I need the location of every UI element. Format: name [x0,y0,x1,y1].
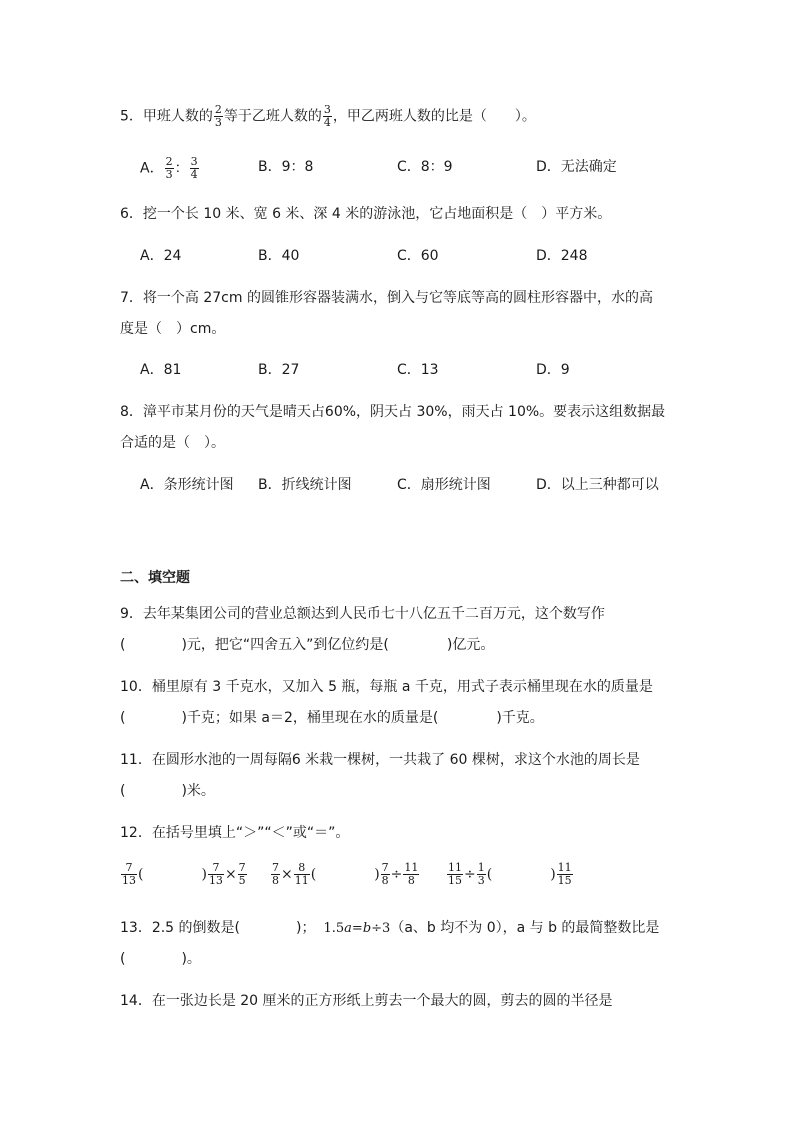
q5-option-a[interactable] [140,156,200,181]
fraction-numerator: 8 [294,862,310,875]
question-11-end-text: )米。 [181,783,215,799]
question-5-part1: 5． [120,108,143,125]
q6-option-a[interactable]: A．24 [140,248,182,264]
fraction-numerator: 7 [238,861,246,874]
q8-option-d[interactable]: D．以上三种都可以 [536,477,659,493]
question-10-mid-text: )千克；如果 a＝2，桶里现在水的质量是( [181,710,439,726]
operator: × [224,866,237,883]
comparison-expression-2 [270,862,420,887]
blank-open: ( [120,637,126,653]
q6-option-d[interactable]: D．248 [536,248,588,264]
fraction-numerator: 7 [208,862,224,875]
question-14-line-1: 14．在一张边长是 20 厘米的正方形纸上剪去一个最大的圆，剪去的圆的半径是 [120,993,613,1009]
fraction-denominator: 4 [190,168,198,181]
equation [323,921,390,936]
fraction-numerator: 3 [190,155,198,168]
q7-option-c[interactable]: C．13 [397,362,439,378]
blank-close: ) [374,866,380,883]
question-10-end-text: )千克。 [496,710,544,726]
fraction-numerator: 2 [165,155,173,168]
question-9-mid-text: )元，把它“四舍五入”到亿位约是( [181,637,389,653]
blank-open: ( [120,951,126,967]
fraction-denominator: 13 [122,874,136,887]
fraction-2-3 [165,156,174,181]
fraction [381,862,390,887]
ratio-separator: ： [174,160,189,177]
fraction-numerator: 2 [214,103,222,116]
question-6: 6．挖一个长 10 米、宽 6 米、深 4 米的游泳池，它占地面积是（ ）平方米。 [120,206,612,222]
q8-option-b[interactable]: B．折线统计图 [258,477,352,493]
fraction [294,862,310,887]
fraction-denominator: 3 [214,116,222,129]
fraction-denominator: 15 [557,874,572,887]
q7-option-b[interactable]: B．27 [258,362,300,378]
q8-option-c[interactable]: C．扇形统计图 [397,477,491,493]
question-13-line-2 [120,949,201,969]
question-5 [120,104,536,129]
operator: ÷ [464,866,476,883]
equation-coefficient: 1.5 [323,921,345,936]
fraction-denominator: 13 [208,874,223,887]
fraction [477,862,486,887]
equation-variable-a: a [344,921,352,936]
fraction-3-4 [190,156,199,181]
question-5-part2: 甲班人数的 [142,108,213,125]
question-13-start-text: 13．2.5 的倒数是( [120,920,240,936]
fraction-denominator: 4 [323,116,331,129]
equation-variable-b: b [362,921,372,936]
q7-option-d[interactable]: D．9 [536,362,570,378]
fraction [447,862,463,887]
fraction [557,862,573,887]
equation-equals: = [351,921,363,936]
fraction-denominator: 3 [165,168,173,181]
fraction [403,862,419,887]
question-13-end-text: （a、b 均不为 0），a 与 b 的最简整数比是 [390,920,660,936]
blank-open: ( [486,866,493,883]
fraction-denominator: 15 [448,874,462,887]
question-9-end-text: )亿元。 [446,637,495,653]
question-11-line-2 [120,781,215,801]
fraction-numerator: 11 [404,861,419,874]
blank-open: ( [120,783,126,799]
fraction-numerator: 1 [477,861,485,874]
blank-close: ) [550,866,556,883]
fraction-2-3 [214,104,223,129]
option-label: A． [140,160,164,177]
question-13-mid-text: )； [296,920,316,936]
section-heading: 二、填空题 [120,570,190,586]
fraction [121,862,137,887]
question-9-line-1: 9．去年某集团公司的营业总额达到人民币七十八亿五千二百万元，这个数写作 [120,606,605,622]
operator: ÷ [390,866,403,883]
question-10-line-2 [120,708,544,728]
q5-option-c[interactable]: C．8：9 [397,159,453,175]
fraction-denominator: 3 [477,874,485,887]
fraction-numerator: 7 [272,861,279,874]
fraction-numerator: 7 [381,861,389,874]
fraction [271,862,280,887]
q5-option-d[interactable]: D．无法确定 [536,159,617,175]
fraction [238,862,247,887]
fraction-denominator: 8 [272,874,279,887]
comparison-expression-3 [446,862,574,887]
fraction-numerator: 3 [323,103,331,116]
question-9-line-2 [120,635,494,655]
question-5-part3: 等于乙班人数的 [223,108,322,125]
question-7-line-1: 7．将一个高 27cm 的圆锥形容器装满水，倒入与它等底等高的圆柱形容器中，水的高 [120,290,653,306]
question-8-line-1: 8．漳平市某月份的天气是晴天占60%，阴天占 30%，雨天占 10%。要表示这组数据最 [120,404,666,420]
fraction-numerator: 11 [557,861,572,874]
question-13-line-1 [120,918,659,939]
fraction-3-4 [323,104,332,129]
question-10-line-1: 10．桶里原有 3 千克水，又加入 5 瓶，每瓶 a 千克，用式子表示桶里现在水的质量是 [120,679,653,695]
blank-close: ) [201,866,207,883]
blank-open: ( [310,866,317,883]
question-7-line-2: 度是（ ）cm。 [120,321,226,337]
fraction-numerator: 11 [448,861,462,874]
fraction-denominator: 5 [238,874,246,887]
blank-close: )。 [181,951,201,967]
blank-open: ( [120,710,126,726]
fraction-denominator: 8 [407,874,415,887]
question-5-part4: ，甲乙两班人数的比是（ ）。 [332,108,536,125]
equation-divisor: ÷3 [371,921,391,936]
q7-option-a[interactable]: A．81 [140,362,182,378]
fraction-denominator: 11 [294,874,309,887]
question-11-line-1: 11．在圆形水池的一周每隔6 米栽一棵树，一共栽了 60 棵树，求这个水池的周长是 [120,752,640,768]
operator: × [281,866,293,883]
q8-option-a[interactable]: A．条形统计图 [140,477,234,493]
question-12: 12．在括号里填上“＞”“＜”或“＝”。 [120,825,350,841]
q6-option-c[interactable]: C．60 [397,248,439,264]
fraction-denominator: 8 [381,874,389,887]
q5-option-b[interactable]: B．9：8 [258,159,314,175]
q6-option-b[interactable]: B．40 [258,248,300,264]
blank-open: ( [138,866,144,883]
question-8-line-2: 合适的是（ ）。 [120,435,225,451]
fraction-numerator: 7 [121,862,137,875]
fraction [208,862,224,887]
comparison-expression-1 [120,862,248,887]
